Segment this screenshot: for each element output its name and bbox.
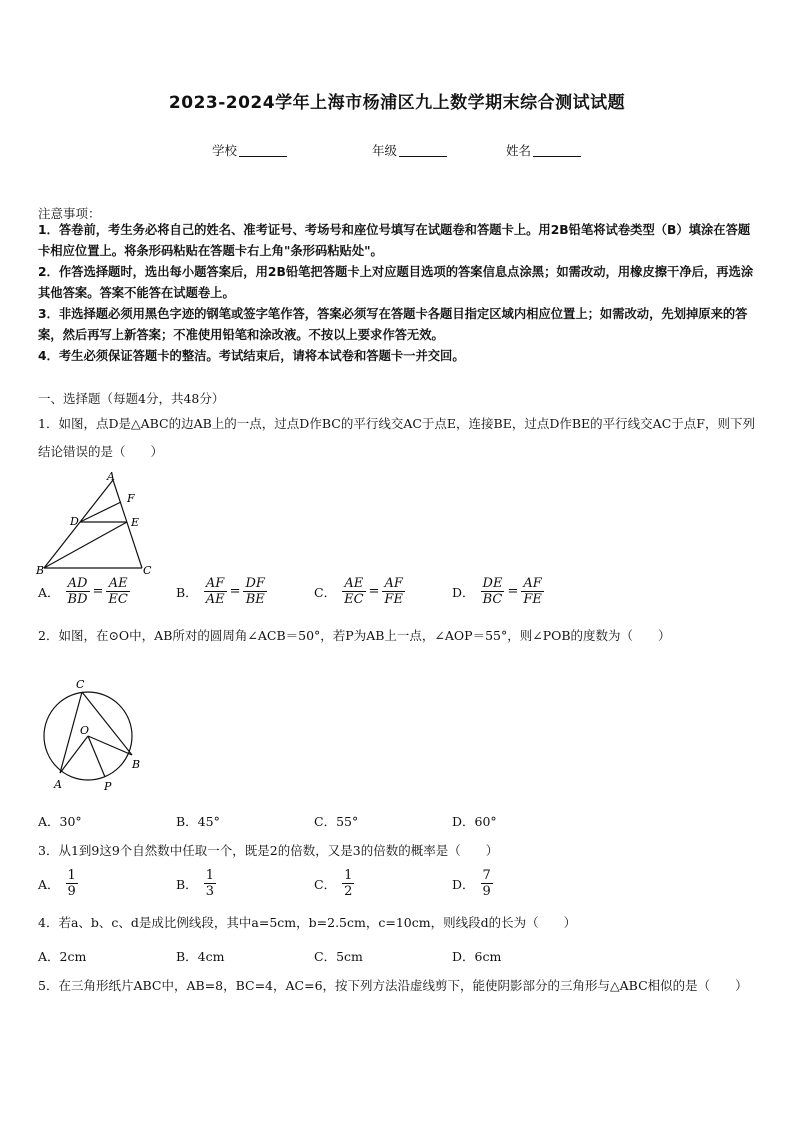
school-blank[interactable]: [239, 144, 287, 157]
label-c: C: [143, 564, 152, 577]
q2-option-c[interactable]: C．55°: [314, 814, 359, 829]
label-b: B: [36, 564, 45, 577]
name-field[interactable]: [506, 141, 581, 159]
question-4-stem: 4．若a、b、c、d是成比例线段，其中a=5cm，b=2.5cm，c=10cm，则线段d的长为（ ）: [38, 915, 577, 930]
label-c: C: [76, 678, 85, 691]
q3-option-b[interactable]: B． $\frac{1}{3}$: [176, 868, 214, 899]
label-o: O: [80, 724, 90, 737]
question-3-stem: 3．从1到9这9个自然数中任取一个，既是2的倍数，又是3的倍数的概率是（ ）: [38, 843, 499, 858]
question-1-stem: 1．如图，点D是△ABC的边AB上的一点，过点D作BC的平行线交AC于点E，连接BE，过点D作BE的平行线交AC于点F，则下列结论错误的是（ ）: [38, 416, 755, 459]
q1-option-a[interactable]: A． $\frac{AD}{BD}$ = $\frac{AE}{EC}$: [38, 576, 128, 607]
q2-option-d[interactable]: D．60°: [452, 814, 497, 829]
school-field[interactable]: [212, 141, 287, 159]
school-label: 学校: [212, 143, 238, 158]
label-a: A: [54, 778, 62, 791]
q1-option-c[interactable]: C． $\frac{AE}{EC}$ = $\frac{AF}{FE}$: [314, 576, 403, 607]
q3-option-a[interactable]: A． $\frac{1}{9}$: [38, 868, 76, 899]
note-item: 2．作答选择题时，选出每小题答案后，用2B铅笔把答题卡上对应题目选项的答案信息点涂黑；如需改动，用橡皮擦干净后，再选涂其他答案。答案不能答在试题卷上。: [38, 265, 754, 300]
label-e: E: [131, 516, 140, 529]
label-a: A: [107, 470, 115, 483]
label-p: P: [104, 780, 112, 793]
question-2-stem: 2．如图，在⊙O中，AB所对的圆周角∠ACB＝50°，若P为AB上一点，∠AOP＝55°，则∠POB的度数为（ ）: [38, 628, 671, 643]
q4-option-d[interactable]: D．6cm: [452, 949, 502, 964]
notes-heading: 注意事项：: [38, 206, 101, 221]
label-b: B: [132, 758, 141, 771]
label-f: F: [127, 492, 135, 505]
question-5-stem: 5．在三角形纸片ABC中，AB=8，BC=4，AC=6，按下列方法沿虚线剪下，能使阴影部分的三角形与△ABC相似的是（ ）: [38, 978, 748, 993]
name-blank[interactable]: [533, 144, 581, 157]
grade-field[interactable]: [372, 141, 447, 159]
section-heading: 一、选择题（每题4分，共48分）: [38, 391, 225, 406]
page-title: 2023-2024学年上海市杨浦区九上数学期末综合测试试题: [168, 93, 626, 113]
name-label: 姓名: [506, 143, 532, 158]
grade-label: 年级: [372, 143, 398, 158]
q4-option-b[interactable]: B．4cm: [176, 949, 225, 964]
note-item: 1．答卷前，考生务必将自己的姓名、准考证号、考场号和座位号填写在试题卷和答题卡上。用2B铅笔将试卷类型（B）填涂在答题卡相应位置上。将条形码粘贴在答题卡右上角"条形码粘贴处"。: [38, 223, 751, 258]
q3-option-c[interactable]: C． $\frac{1}{2}$: [314, 868, 353, 899]
q4-option-c[interactable]: C．5cm: [314, 949, 363, 964]
note-item: 4．考生必须保证答题卡的整洁。考试结束后，请将本试卷和答题卡一并交回。: [38, 349, 465, 363]
q1-option-d[interactable]: D． $\frac{DE}{BC}$ = $\frac{AF}{FE}$: [452, 576, 542, 607]
triangle-figure: [34, 470, 164, 578]
grade-blank[interactable]: [399, 144, 447, 157]
q1-option-b[interactable]: B． $\frac{AF}{AE}$ = $\frac{DF}{BE}$: [176, 576, 265, 607]
label-d: D: [70, 515, 79, 528]
q4-option-a[interactable]: A．2cm: [38, 949, 87, 964]
q2-option-a[interactable]: A．30°: [38, 814, 82, 829]
circle-figure: [36, 676, 156, 794]
note-item: 3．非选择题必须用黑色字迹的钢笔或签字笔作答，答案必须写在答题卡各题目指定区域内相应位置上；如需改动，先划掉原来的答案，然后再写上新答案；不准使用铅笔和涂改液。不按以上要求作答无效。: [38, 307, 748, 342]
q2-option-b[interactable]: B．45°: [176, 814, 220, 829]
q3-option-d[interactable]: D． $\frac{7}{9}$: [452, 868, 491, 899]
